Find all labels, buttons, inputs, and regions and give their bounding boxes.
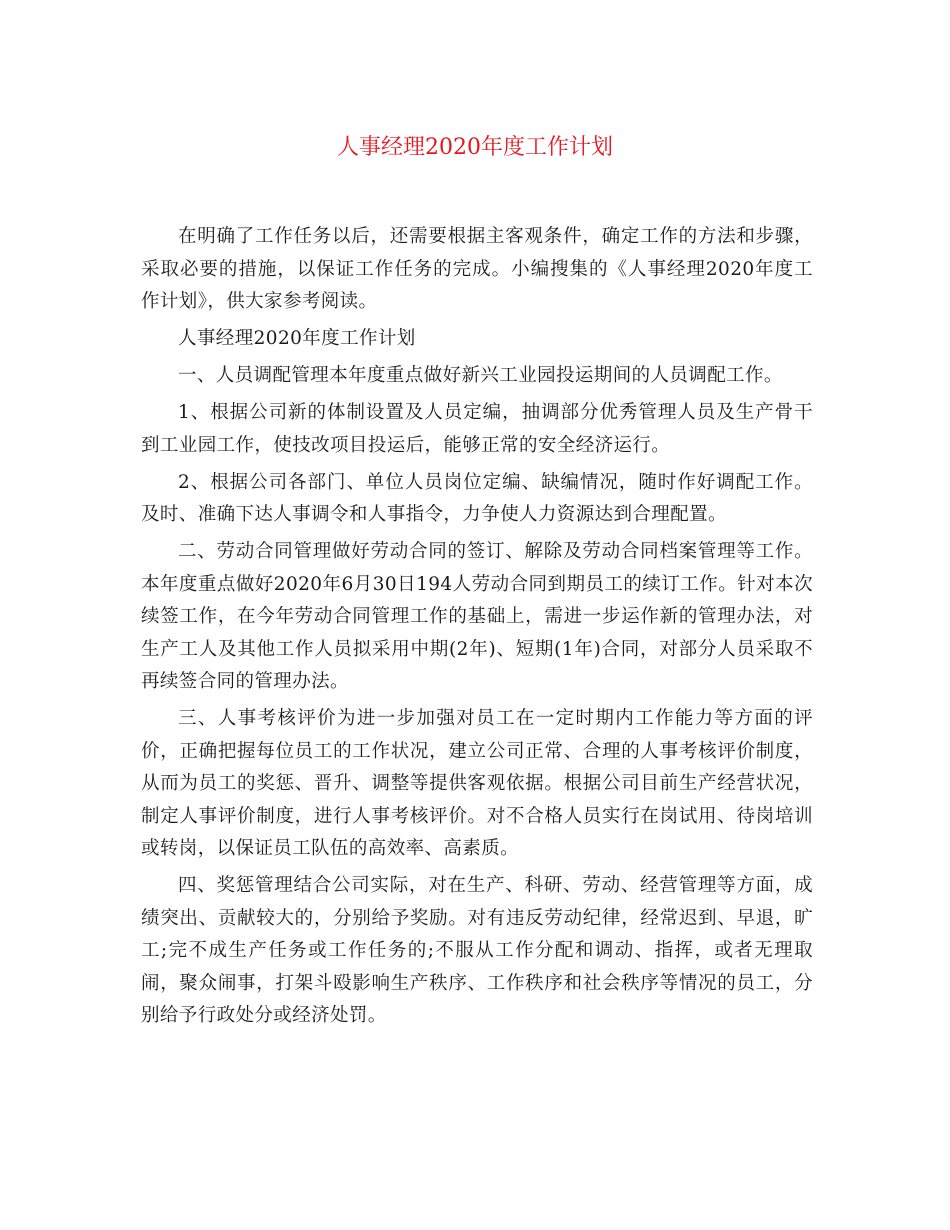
section-one-item-1-paragraph: 1、根据公司新的体制设置及人员定编，抽调部分优秀管理人员及生产骨干到工业园工作，使技改项目投运后，能够正常的安全经济运行。: [141, 402, 813, 456]
document-title: 人事经理2020年度工作计划: [337, 135, 613, 160]
plan-heading-paragraph: 人事经理2020年度工作计划: [178, 328, 416, 349]
section-two-paragraph: 二、劳动合同管理做好劳动合同的签订、解除及劳动合同档案管理等工作。本年度重点做好2020年6月30日194人劳动合同到期员工的续订工作。针对本次续签工作，在今年劳动合同管理工作的基础上，需进一步运作新的管理办法，对生产工人及其他工作人员拟采用中期(2年)、短期(1年)合同，对部分人员采取不再续签合同的管理办法。: [141, 541, 813, 692]
section-one-paragraph: 一、人员调配管理本年度重点做好新兴工业园投运期间的人员调配工作。: [178, 365, 783, 386]
section-three-paragraph: 三、人事考核评价为进一步加强对员工在一定时期内工作能力等方面的评价，正确把握每位员工的工作状况，建立公司正常、合理的人事考核评价制度，从而为员工的奖惩、晋升、调整等提供客观依据。根据公司目前生产经营状况，制定人事评价制度，进行人事考核评价。对不合格人员实行在岗试用、待岗培训或转岗，以保证员工队伍的高效率、高素质。: [141, 708, 813, 859]
document-body: [141, 221, 813, 1037]
section-one-item-2-paragraph: 2、根据公司各部门、单位人员岗位定编、缺编情况，随时作好调配工作。及时、准确下达人事调令和人事指令，力争使人力资源达到合理配置。: [141, 471, 813, 525]
intro-paragraph: 在明确了工作任务以后，还需要根据主客观条件，确定工作的方法和步骤，采取必要的措施，以保证工作任务的完成。小编搜集的《人事经理2020年度工作计划》，供大家参考阅读。: [141, 226, 813, 312]
section-four-paragraph: 四、奖惩管理结合公司实际，对在生产、科研、劳动、经营管理等方面，成绩突出、贡献较大的，分别给予奖励。对有违反劳动纪律，经常迟到、早退，旷工;完不成生产任务或工作任务的;不服从工作分配和调动、指挥，或者无理取闹，聚众闹事，打架斗殴影响生产秩序、工作秩序和社会秩序等情况的员工，分别给予行政处分或经济处罚。: [141, 875, 813, 1026]
